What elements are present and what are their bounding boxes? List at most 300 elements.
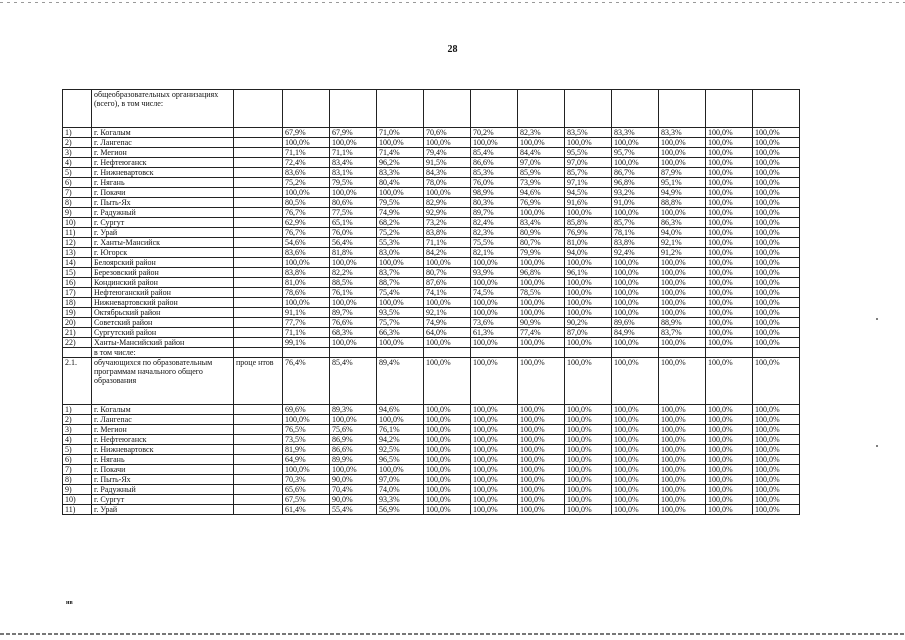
value-cell: 100,0%	[753, 308, 800, 318]
value-cell	[612, 348, 659, 358]
value-cell: 100,0%	[330, 465, 377, 475]
value-cell: 89,7%	[330, 308, 377, 318]
value-cell: 70,3%	[283, 475, 330, 485]
row-unit	[234, 188, 283, 198]
value-cell: 100,0%	[518, 415, 565, 425]
value-cell: 97,0%	[518, 158, 565, 168]
value-cell: 100,0%	[565, 258, 612, 268]
value-cell: 100,0%	[518, 475, 565, 485]
row-name: г. Ханты-Мансийск	[92, 238, 234, 248]
value-cell: 100,0%	[424, 138, 471, 148]
value-cell: 100,0%	[659, 415, 706, 425]
value-cell: 78,6%	[283, 288, 330, 298]
value-cell: 84,2%	[424, 248, 471, 258]
value-cell: 100,0%	[706, 188, 753, 198]
row-number: 1)	[63, 128, 92, 138]
value-cell: 74,5%	[471, 288, 518, 298]
value-cell: 100,0%	[565, 475, 612, 485]
value-cell: 90,0%	[330, 495, 377, 505]
value-cell: 100,0%	[424, 188, 471, 198]
value-cell: 79,5%	[377, 198, 424, 208]
value-cell: 100,0%	[565, 208, 612, 218]
table-row	[63, 248, 800, 258]
table-row	[63, 318, 800, 328]
value-cell: 100,0%	[753, 485, 800, 495]
row-unit	[234, 495, 283, 505]
value-cell: 100,0%	[706, 485, 753, 495]
value-cell: 83,0%	[377, 248, 424, 258]
row-unit	[234, 485, 283, 495]
row-number: 8)	[63, 198, 92, 208]
row-number: 5)	[63, 445, 92, 455]
row-unit	[234, 278, 283, 288]
value-cell: 100,0%	[706, 278, 753, 288]
value-cell: 70,6%	[424, 128, 471, 138]
value-cell: 100,0%	[518, 465, 565, 475]
footer-mark: нв	[66, 600, 73, 606]
value-cell: 100,0%	[424, 425, 471, 435]
value-cell: 67,5%	[283, 495, 330, 505]
row-unit	[234, 328, 283, 338]
value-cell: 100,0%	[471, 505, 518, 515]
value-cell: 87,0%	[565, 328, 612, 338]
value-cell: 100,0%	[283, 138, 330, 148]
value-cell: 77,4%	[518, 328, 565, 338]
value-cell: 100,0%	[659, 338, 706, 348]
value-cell: 100,0%	[659, 278, 706, 288]
row-unit	[234, 158, 283, 168]
value-cell: 100,0%	[471, 308, 518, 318]
value-cell: 100,0%	[565, 445, 612, 455]
row-number: 20)	[63, 318, 92, 328]
value-cell: 94,6%	[377, 405, 424, 415]
table-row	[63, 168, 800, 178]
value-cell: 100,0%	[518, 405, 565, 415]
value-cell: 83,7%	[377, 268, 424, 278]
row-number: 7)	[63, 188, 92, 198]
row-name: г. Покачи	[92, 465, 234, 475]
value-cell: 100,0%	[659, 308, 706, 318]
value-cell: 90,2%	[565, 318, 612, 328]
row-name: г. Когалым	[92, 405, 234, 415]
value-cell: 75,5%	[471, 238, 518, 248]
value-cell: 100,0%	[659, 298, 706, 308]
row-unit	[234, 268, 283, 278]
value-cell: 100,0%	[424, 435, 471, 445]
value-cell: 97,1%	[565, 178, 612, 188]
value-cell: 86,3%	[659, 218, 706, 228]
row-unit	[234, 445, 283, 455]
value-cell: 100,0%	[659, 158, 706, 168]
row-name: Нижневартовский район	[92, 298, 234, 308]
value-cell: 74,0%	[377, 485, 424, 495]
table-row	[63, 485, 800, 495]
value-cell: 71,1%	[283, 148, 330, 158]
table-row	[63, 435, 800, 445]
value-cell: 100,0%	[565, 485, 612, 495]
value-cell: 74,1%	[424, 288, 471, 298]
row-number: 11)	[63, 505, 92, 515]
value-cell: 76,4%	[283, 358, 330, 405]
value-cell: 100,0%	[753, 415, 800, 425]
value-cell: 100,0%	[612, 278, 659, 288]
value-cell: 100,0%	[753, 188, 800, 198]
row-unit	[234, 238, 283, 248]
value-cell: 73,6%	[471, 318, 518, 328]
value-cell: 100,0%	[518, 358, 565, 405]
value-cell: 86,7%	[612, 168, 659, 178]
row-number: 13)	[63, 248, 92, 258]
scan-edge-top	[0, 2, 905, 3]
value-cell: 100,0%	[706, 445, 753, 455]
header-value-cell	[565, 90, 612, 128]
value-cell: 100,0%	[753, 328, 800, 338]
value-cell: 100,0%	[659, 268, 706, 278]
value-cell: 61,3%	[471, 328, 518, 338]
value-cell: 81,0%	[283, 278, 330, 288]
value-cell: 100,0%	[518, 278, 565, 288]
value-cell: 100,0%	[330, 138, 377, 148]
row-name: г. Урай	[92, 228, 234, 238]
value-cell: 100,0%	[753, 158, 800, 168]
section-number: 2.1.	[63, 358, 92, 405]
value-cell: 81,8%	[330, 248, 377, 258]
table-row	[63, 218, 800, 228]
value-cell: 92,5%	[377, 445, 424, 455]
row-unit	[234, 258, 283, 268]
value-cell: 100,0%	[706, 465, 753, 475]
value-cell: 100,0%	[706, 288, 753, 298]
header-num-cell	[63, 90, 92, 128]
value-cell: 99,1%	[283, 338, 330, 348]
row-unit	[234, 435, 283, 445]
row-number: 8)	[63, 475, 92, 485]
header-value-cell	[424, 90, 471, 128]
value-cell: 100,0%	[518, 495, 565, 505]
value-cell: 100,0%	[518, 485, 565, 495]
value-cell: 100,0%	[706, 218, 753, 228]
value-cell: 82,3%	[518, 128, 565, 138]
value-cell: 90,9%	[518, 318, 565, 328]
value-cell: 100,0%	[659, 258, 706, 268]
value-cell: 100,0%	[753, 228, 800, 238]
row-unit	[234, 218, 283, 228]
value-cell: 61,4%	[283, 505, 330, 515]
value-cell: 76,9%	[518, 198, 565, 208]
value-cell: 93,2%	[612, 188, 659, 198]
value-cell: 100,0%	[753, 168, 800, 178]
value-cell: 100,0%	[518, 445, 565, 455]
row-name: Октябрьский район	[92, 308, 234, 318]
value-cell: 94,6%	[518, 188, 565, 198]
row-name: Нефтеюганский район	[92, 288, 234, 298]
table-row	[63, 405, 800, 415]
value-cell: 100,0%	[659, 148, 706, 158]
row-unit	[234, 248, 283, 258]
header-row	[63, 90, 800, 128]
value-cell	[659, 348, 706, 358]
subheader-row	[63, 348, 800, 358]
table-row	[63, 228, 800, 238]
table-body	[63, 90, 800, 515]
value-cell: 64,0%	[424, 328, 471, 338]
value-cell: 78,5%	[518, 288, 565, 298]
row-name: г. Покачи	[92, 188, 234, 198]
row-unit	[234, 128, 283, 138]
value-cell: 88,9%	[659, 318, 706, 328]
value-cell: 100,0%	[753, 425, 800, 435]
value-cell: 100,0%	[518, 258, 565, 268]
value-cell: 96,8%	[612, 178, 659, 188]
value-cell: 100,0%	[518, 138, 565, 148]
table-row	[63, 338, 800, 348]
value-cell: 100,0%	[424, 485, 471, 495]
value-cell: 100,0%	[612, 495, 659, 505]
row-number: 4)	[63, 435, 92, 445]
value-cell: 83,8%	[612, 238, 659, 248]
scan-edge-bottom	[0, 633, 905, 635]
value-cell: 100,0%	[518, 298, 565, 308]
value-cell: 91,0%	[612, 198, 659, 208]
value-cell: 76,9%	[565, 228, 612, 238]
value-cell: 91,2%	[659, 248, 706, 258]
row-number: 10)	[63, 495, 92, 505]
value-cell: 100,0%	[659, 495, 706, 505]
value-cell: 92,9%	[424, 208, 471, 218]
value-cell: 75,6%	[330, 425, 377, 435]
value-cell: 100,0%	[659, 455, 706, 465]
value-cell: 100,0%	[471, 465, 518, 475]
value-cell: 100,0%	[471, 415, 518, 425]
value-cell: 100,0%	[471, 485, 518, 495]
value-cell	[753, 348, 800, 358]
value-cell: 82,1%	[471, 248, 518, 258]
value-cell: 100,0%	[612, 505, 659, 515]
value-cell: 95,5%	[565, 148, 612, 158]
value-cell: 100,0%	[659, 475, 706, 485]
value-cell: 100,0%	[612, 425, 659, 435]
value-cell: 71,1%	[283, 328, 330, 338]
value-cell: 80,4%	[377, 178, 424, 188]
value-cell: 91,6%	[565, 198, 612, 208]
value-cell	[518, 348, 565, 358]
value-cell: 100,0%	[424, 455, 471, 465]
row-unit	[234, 178, 283, 188]
table-row	[63, 238, 800, 248]
value-cell: 100,0%	[706, 198, 753, 208]
table-row	[63, 505, 800, 515]
value-cell: 75,2%	[283, 178, 330, 188]
value-cell: 100,0%	[753, 288, 800, 298]
value-cell: 85,3%	[471, 168, 518, 178]
value-cell: 100,0%	[565, 495, 612, 505]
value-cell: 100,0%	[706, 475, 753, 485]
value-cell: 71,1%	[424, 238, 471, 248]
table-row	[63, 128, 800, 138]
value-cell: 100,0%	[565, 278, 612, 288]
value-cell: 72,4%	[283, 158, 330, 168]
value-cell: 80,7%	[424, 268, 471, 278]
table-row	[63, 495, 800, 505]
row-number: 10)	[63, 218, 92, 228]
row-number: 21)	[63, 328, 92, 338]
value-cell: 100,0%	[565, 138, 612, 148]
value-cell: 100,0%	[706, 308, 753, 318]
row-name: г. Сургут	[92, 218, 234, 228]
value-cell: 100,0%	[753, 218, 800, 228]
value-cell: 83,4%	[330, 158, 377, 168]
value-cell: 80,7%	[518, 238, 565, 248]
table-row	[63, 455, 800, 465]
value-cell: 94,2%	[377, 435, 424, 445]
value-cell: 100,0%	[424, 415, 471, 425]
subheader-label: в том числе:	[92, 348, 234, 358]
row-number: 9)	[63, 485, 92, 495]
value-cell: 81,9%	[283, 445, 330, 455]
row-number: 19)	[63, 308, 92, 318]
row-name: г. Лангепас	[92, 138, 234, 148]
value-cell: 89,9%	[330, 455, 377, 465]
value-cell: 100,0%	[612, 358, 659, 405]
row-unit	[234, 208, 283, 218]
value-cell: 100,0%	[706, 138, 753, 148]
value-cell: 91,1%	[283, 308, 330, 318]
value-cell: 65,6%	[283, 485, 330, 495]
row-name: Кондинский район	[92, 278, 234, 288]
value-cell: 96,5%	[377, 455, 424, 465]
value-cell: 88,8%	[659, 198, 706, 208]
value-cell: 100,0%	[565, 308, 612, 318]
value-cell: 100,0%	[471, 358, 518, 405]
value-cell: 100,0%	[706, 415, 753, 425]
value-cell: 56,9%	[377, 505, 424, 515]
value-cell: 79,9%	[518, 248, 565, 258]
value-cell: 100,0%	[471, 455, 518, 465]
row-number: 3)	[63, 148, 92, 158]
row-number: 7)	[63, 465, 92, 475]
value-cell: 100,0%	[659, 435, 706, 445]
table-row	[63, 158, 800, 168]
value-cell: 100,0%	[612, 475, 659, 485]
row-number: 22)	[63, 338, 92, 348]
row-number: 6)	[63, 455, 92, 465]
value-cell: 100,0%	[753, 198, 800, 208]
value-cell: 100,0%	[424, 298, 471, 308]
value-cell: 100,0%	[753, 178, 800, 188]
value-cell: 67,9%	[283, 128, 330, 138]
value-cell: 100,0%	[424, 338, 471, 348]
table-row	[63, 148, 800, 158]
value-cell: 100,0%	[424, 358, 471, 405]
row-unit	[234, 425, 283, 435]
value-cell: 100,0%	[753, 268, 800, 278]
row-unit	[234, 308, 283, 318]
value-cell	[565, 348, 612, 358]
value-cell: 100,0%	[565, 415, 612, 425]
value-cell	[424, 348, 471, 358]
value-cell: 100,0%	[706, 238, 753, 248]
row-name: Советский район	[92, 318, 234, 328]
value-cell: 100,0%	[706, 455, 753, 465]
row-number: 6)	[63, 178, 92, 188]
row-name: г. Нягань	[92, 455, 234, 465]
row-number: 3)	[63, 425, 92, 435]
value-cell: 68,3%	[330, 328, 377, 338]
value-cell: 85,7%	[565, 168, 612, 178]
value-cell: 100,0%	[424, 405, 471, 415]
value-cell: 100,0%	[330, 188, 377, 198]
value-cell: 100,0%	[659, 445, 706, 455]
table-row	[63, 268, 800, 278]
value-cell: 100,0%	[706, 425, 753, 435]
table-row	[63, 138, 800, 148]
row-unit	[234, 318, 283, 328]
value-cell: 100,0%	[612, 465, 659, 475]
value-cell: 100,0%	[659, 405, 706, 415]
row-unit	[234, 415, 283, 425]
value-cell: 83,4%	[518, 218, 565, 228]
value-cell: 100,0%	[612, 415, 659, 425]
header-value-cell	[753, 90, 800, 128]
value-cell: 85,4%	[330, 358, 377, 405]
row-unit	[234, 348, 283, 358]
value-cell	[377, 348, 424, 358]
value-cell: 100,0%	[471, 495, 518, 505]
value-cell: 100,0%	[565, 358, 612, 405]
row-name: Сургутский район	[92, 328, 234, 338]
value-cell: 89,3%	[330, 405, 377, 415]
value-cell: 100,0%	[753, 258, 800, 268]
value-cell: 74,9%	[424, 318, 471, 328]
row-unit	[234, 168, 283, 178]
value-cell: 76,0%	[471, 178, 518, 188]
value-cell: 100,0%	[753, 455, 800, 465]
value-cell: 56,4%	[330, 238, 377, 248]
value-cell: 82,9%	[424, 198, 471, 208]
value-cell: 74,9%	[377, 208, 424, 218]
value-cell: 100,0%	[377, 298, 424, 308]
value-cell: 100,0%	[706, 298, 753, 308]
header-title-cell: общеобразовательных организациях (всего), в том числе:	[92, 90, 234, 128]
value-cell: 100,0%	[753, 208, 800, 218]
value-cell: 100,0%	[612, 268, 659, 278]
value-cell: 94,9%	[659, 188, 706, 198]
value-cell: 87,9%	[659, 168, 706, 178]
value-cell: 100,0%	[565, 298, 612, 308]
value-cell: 100,0%	[565, 505, 612, 515]
row-unit	[234, 198, 283, 208]
table-row	[63, 288, 800, 298]
table-row	[63, 415, 800, 425]
value-cell: 96,1%	[565, 268, 612, 278]
value-cell: 100,0%	[753, 505, 800, 515]
value-cell: 100,0%	[471, 258, 518, 268]
value-cell: 100,0%	[753, 445, 800, 455]
row-unit	[234, 338, 283, 348]
value-cell: 89,4%	[377, 358, 424, 405]
row-unit	[234, 505, 283, 515]
header-value-cell	[659, 90, 706, 128]
table-row	[63, 475, 800, 485]
value-cell: 83,3%	[377, 168, 424, 178]
value-cell: 76,1%	[330, 288, 377, 298]
row-unit	[234, 405, 283, 415]
value-cell: 100,0%	[283, 415, 330, 425]
value-cell: 100,0%	[753, 238, 800, 248]
section-name: обучающихся по образовательным программам начального общего образования	[92, 358, 234, 405]
value-cell: 100,0%	[612, 288, 659, 298]
row-name: г. Урай	[92, 505, 234, 515]
